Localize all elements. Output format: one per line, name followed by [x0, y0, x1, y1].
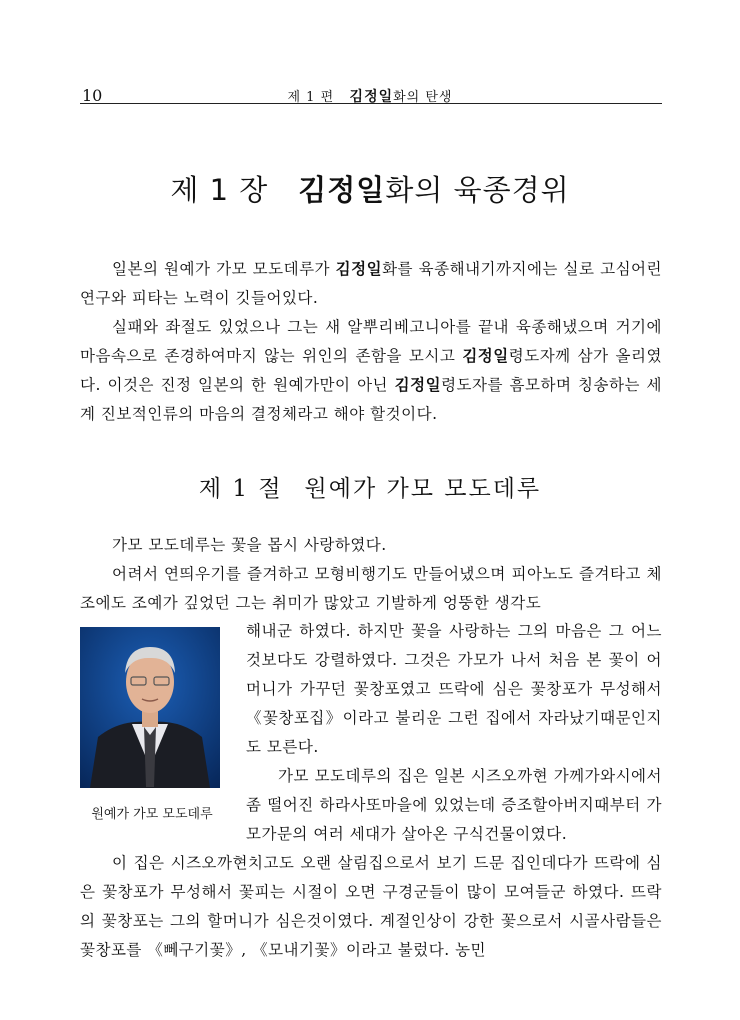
chapter-title [0, 168, 740, 209]
running-head-name: 김정일 [349, 89, 394, 105]
intro-p2-rest: 령도자를 흠모하며 칭송하는 세계 진보적인류의 마음의 결정체라고 해야 할것이다. [80, 376, 662, 423]
body-paragraph-2: 어려서 연띄우기를 즐겨하고 모형비행기도 만들어냈으며 피아노도 즐겨타고 체조에도 조예가 깊었던 그는 취미가 많았고 기발하게 엉뚱한 생각도 [80, 565, 662, 612]
header-rule [80, 103, 662, 104]
intro-paragraph-1 [80, 255, 662, 313]
section-number: 제 1 절 [198, 476, 283, 502]
intro-p1-text: 일본의 원예가 가모 모도데루가 [112, 260, 336, 278]
intro-paragraph-2 [80, 313, 662, 429]
chapter-title-name: 김정일 [298, 173, 386, 207]
intro-p1-rest: 화를 육종해내기까지에는 실로 고심어린 연구와 피타는 노력이 깃들어있다. [80, 260, 662, 307]
chapter-number: 제 1 장 [170, 173, 269, 207]
body-paragraph-3: 가모 모도데루의 집은 일본 시즈오까현 가께가와시에서 좀 떨어진 하라사또마을에 있었는데 증조할아버지때부터 가모가문의 여러 세대가 살아온 구식건물이였다. [246, 767, 662, 843]
intro-p2-mid: 령도자께 삼가 올리였다. 이것은 진정 일본의 한 원예가만이 아닌 [80, 347, 662, 394]
photo-caption: 원예가 가모 모도데루 [91, 807, 213, 822]
intro-p1-name: 김정일 [335, 260, 383, 278]
body-paragraph-1: 가모 모도데루는 꽃을 몹시 사랑하였다. [112, 536, 387, 554]
chapter-title-rest: 화의 육종경위 [385, 173, 570, 207]
running-head-rest: 화의 탄생 [393, 90, 453, 105]
page-number: 10 [82, 86, 103, 105]
body-paragraph-2-wrap: 해내군 하였다. 하지만 꽃을 사랑하는 그의 마음은 그 어느것보다도 강렬하였다. 그것은 가모가 나서 처음 본 꽃이 어머니가 가꾸던 꽃창포였고 뜨락에 심은 꽃창포가 무성해서 《꽃창포집》이라고 불리운 그런 집에서 자라났기때문인지도 모른다. [246, 622, 662, 756]
intro-p2-text: 실패와 좌절도 있었으나 그는 새 알뿌리베고니아를 끝내 육종해냈으며 거기에 마음속으로 존경하여마지 않는 위인의 존함을 모시고 [80, 318, 662, 365]
section-title [0, 470, 740, 503]
running-head-part: 제 1 편 [287, 90, 335, 105]
intro-p2-name-1: 김정일 [462, 347, 509, 365]
section-title-text: 원예가 가모 모도데루 [304, 476, 542, 502]
intro-p2-name-2: 김정일 [394, 376, 442, 394]
author-photo [80, 627, 220, 788]
portrait-image [80, 627, 220, 788]
body-paragraph-4: 이 집은 시즈오까현치고도 오랜 살림집으로서 보기 드문 집인데다가 뜨락에 심은 꽃창포가 무성해서 꽃피는 시절이 오면 구경군들이 많이 모여들군 하였다. 뜨락의 꽃창포는 그의 할머니가 심은것이였다. 계절인상이 강한 꽃으로서 시골사람들은 꽃창포를 《뻬구기꽃》, 《모내기꽃》이라고 불렀다. 농민 [80, 854, 662, 959]
